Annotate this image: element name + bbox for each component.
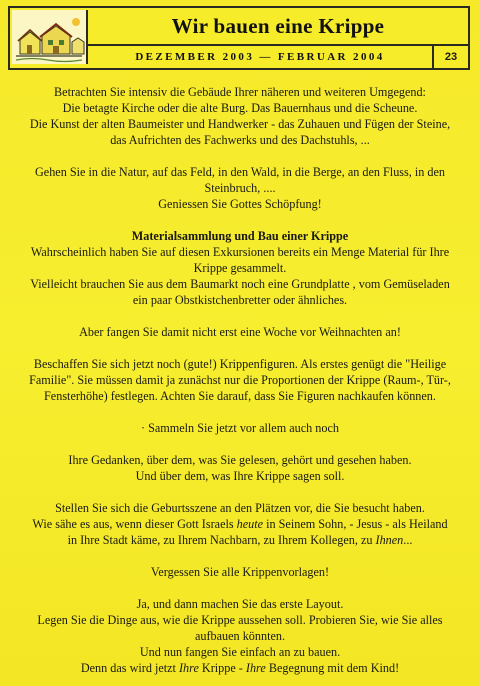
text-line: ein paar Obstkistchenbretter oder ähnliches. xyxy=(132,293,348,307)
text-line: Aber fangen Sie damit nicht erst eine Woche vor Weihnachten an! xyxy=(79,325,401,339)
text-line: Geniessen Sie Gottes Schöpfung! xyxy=(158,197,322,211)
text-fragment: Denn das wird jetzt xyxy=(80,661,179,675)
page-title: Wir bauen eine Krippe xyxy=(171,13,385,38)
bullet-line: · Sammeln Sie jetzt vor allem auch noch xyxy=(141,421,339,435)
text-fragment: in Ihre Stadt käme, zu Ihrem Nachbarn, zu Ihrem Kollegen, zu xyxy=(67,533,376,547)
issue-dates: DEZEMBER 2003 — FEBRUAR 2004 xyxy=(135,51,385,63)
page-number: 23 xyxy=(432,46,468,68)
village-illustration xyxy=(12,10,86,64)
text-line xyxy=(14,532,466,548)
text-line: Ja, und dann machen Sie das erste Layout. xyxy=(136,597,344,611)
text-fragment: Krippe - xyxy=(198,661,246,675)
text-line: Stellen Sie sich die Geburtsszene an den Plätzen vor, die Sie besucht haben. xyxy=(55,501,425,515)
text-line: Beschaffen Sie sich jetzt noch (gute!) Krippenfiguren. Als erstes genügt die "Heilige xyxy=(33,357,447,371)
issue-date-bar xyxy=(88,46,468,68)
text-line: Betrachten Sie intensiv die Gebäude Ihrer näheren und weiteren Umgegend: xyxy=(54,85,426,99)
text-fragment: ... xyxy=(403,533,413,547)
text-line: Wahrscheinlich haben Sie auf diesen Exkursionen bereits ein Menge Material für Ihre xyxy=(30,245,450,259)
text-line: Fensterhöhe) festlegen. Achten Sie darauf, dass Sie Figuren nachkaufen können. xyxy=(44,389,436,403)
text-fragment: Wie sähe es aus, wenn dieser Gott Israels xyxy=(32,517,237,531)
text-line: Vielleicht brauchen Sie aus dem Baumarkt noch eine Grundplatte , vom Gemüseladen xyxy=(30,277,450,291)
text-line xyxy=(14,660,466,676)
text-line: Und nun fangen Sie einfach an zu bauen. xyxy=(139,645,341,659)
page-header xyxy=(8,6,470,70)
title-box xyxy=(88,8,468,46)
text-fragment: Begegnung mit dem Kind! xyxy=(265,661,400,675)
emphasis-text: Ihre xyxy=(179,661,199,675)
emphasis-text: Ihre xyxy=(245,661,266,675)
text-line: Steinbruch, .... xyxy=(204,181,276,195)
village-houses-icon xyxy=(12,10,88,64)
section-heading: Materialsammlung und Bau einer Krippe xyxy=(131,229,349,243)
emphasis-text: Ihnen xyxy=(375,533,404,547)
text-line: Ihre Gedanken, über dem, was Sie gelesen, gehört und gesehen haben. xyxy=(68,453,412,467)
text-line: Legen Sie die Dinge aus, wie die Krippe aussehen soll. Probieren Sie, wie Sie alles xyxy=(37,613,443,627)
text-line: das Aufrichten des Fachwerks und des Dachstuhls, ... xyxy=(110,133,370,147)
text-line: Vergessen Sie alle Krippenvorlagen! xyxy=(150,565,330,579)
text-line: Krippe gesammelt. xyxy=(193,261,287,275)
text-line: Familie". Sie müssen damit ja zunächst nur die Proportionen der Krippe (Raum-, Tür-, xyxy=(29,373,451,387)
text-line xyxy=(14,516,466,532)
text-line: Die betagte Kirche oder die alte Burg. Das Bauernhaus und die Scheune. xyxy=(62,101,418,115)
text-line: Und über dem, was Ihre Krippe sagen soll. xyxy=(135,469,345,483)
text-line: aufbauen könnten. xyxy=(194,629,286,643)
text-line: Die Kunst der alten Baumeister und Handwerker - das Zuhauen und Fügen der Steine, xyxy=(29,117,451,131)
emphasis-text: heute xyxy=(236,517,264,531)
text-fragment: in Seinem Sohn, - Jesus - als Heiland xyxy=(263,517,448,531)
text-line: Gehen Sie in die Natur, auf das Feld, in den Wald, in die Berge, an den Fluss, in den xyxy=(34,165,445,179)
article-body xyxy=(14,84,466,676)
